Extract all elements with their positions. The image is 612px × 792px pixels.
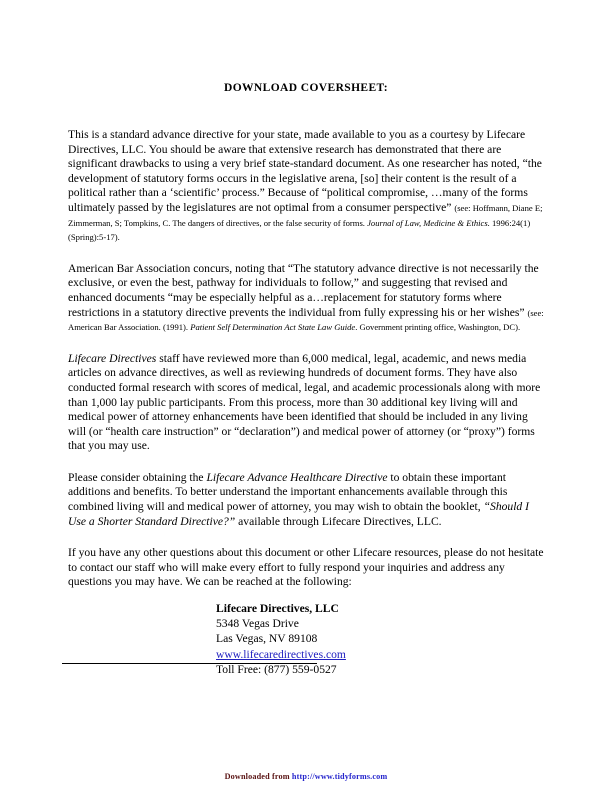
paragraph-offer-text-a: Please consider obtaining the	[68, 470, 207, 484]
paragraph-contact: If you have any other questions about this document or other Lifecare resources, please do not hesitate to contact our staff who will make every effort to fully respond your inquiries and address any questions you may have. We can be reached at the following:	[68, 546, 544, 589]
paragraph-aba-text: American Bar Association concurs, noting that “The statutory advance directive is not necessarily the exclusive, or even the best, pathway for individuals to follow,” and suggesting that revised and enhanced documents “may be especially helpful as a…replacement for statutory forms where restrictions in a statutory directive prevents the individual from fully expressing his or her wishes”	[68, 261, 539, 319]
page-title: DOWNLOAD COVERSHEET:	[223, 82, 388, 94]
citation-aba-post: . Government printing office, Washington, DC).	[355, 322, 521, 333]
street-address: 5348 Vegas Drive	[216, 617, 299, 631]
paragraph-research	[68, 352, 544, 454]
paragraph-intro-text: This is a standard advance directive for your state, made available to you as a courtesy by Lifecare Directives, LLC. You should be aware that extensive research has demonstrated that there are significant drawbacks to using a very brief state-standard document. As one researcher has noted, “the development of statutory forms occurs in the legislative arena, [so] their content is the result of a political rather than a ‘scientific’ process.” Because of “political compromise, …many of the forms ultimately passed by the legislatures are not optimal from a consumer perspective”	[68, 128, 542, 214]
document-body	[68, 82, 544, 607]
paragraph-aba	[68, 262, 544, 335]
citation-aba-title: Patient Self Determination Act State Law Guide	[190, 322, 356, 333]
citation-hoffmann-pre: (see: Hoffmann, Diane E; Zimmerman, S; Tompkins, C. The dangers of directives, or the false security of forms.	[68, 202, 543, 228]
citation-aba-pre: (see: American Bar Association. (1991).	[68, 307, 544, 333]
company-name: Lifecare Directives, LLC	[216, 602, 339, 615]
city-state-zip: Las Vegas, NV 89108	[216, 632, 318, 646]
phone-number: Toll Free: (877) 559-0527	[216, 662, 337, 676]
page-footer	[0, 772, 612, 781]
paragraph-offer	[68, 471, 544, 529]
footer-source-link[interactable]: http://www.tidyforms.com	[291, 772, 388, 781]
citation-hoffmann-journal: Journal of Law, Medicine & Ethics.	[367, 217, 490, 228]
paragraph-offer-text-b: to obtain these important additions and benefits. To better understand the important enhancements available through this combined living will and medical power of attorney, you may wish to obtain the booklet,	[68, 470, 508, 514]
website-link[interactable]: www.lifecaredirectives.com	[216, 647, 346, 661]
paragraph-research-lead-italic: Lifecare Directives	[68, 351, 157, 365]
citation-hoffmann-post: 1996:24(1) (Spring):5-17).	[68, 217, 531, 243]
footer-label: Downloaded from	[224, 772, 292, 781]
product-name-italic: Lifecare Advance Healthcare Directive	[206, 470, 388, 484]
paragraph-research-text: staff have reviewed more than 6,000 medical, legal, academic, and news media articles on advance directives, as well as reviewing hundreds of document forms. They have also conducted formal research with scores of medical, legal, and academic processionals along with more than 1,000 lay public participants. From this process, more than 30 additional key living will and medical power of attorney enhancements have been identified that should be included in any living will (or “health care instruction” or “declaration”) and medical power of attorney (or “proxy”) forms that you may use.	[68, 351, 541, 453]
contact-address-block	[216, 601, 516, 677]
paragraph-intro	[68, 128, 544, 245]
paragraph-offer-text-c: available through Lifecare Directives, LLC.	[235, 514, 442, 528]
booklet-title-italic: “Should I Use a Shorter Standard Directive?”	[68, 500, 529, 528]
